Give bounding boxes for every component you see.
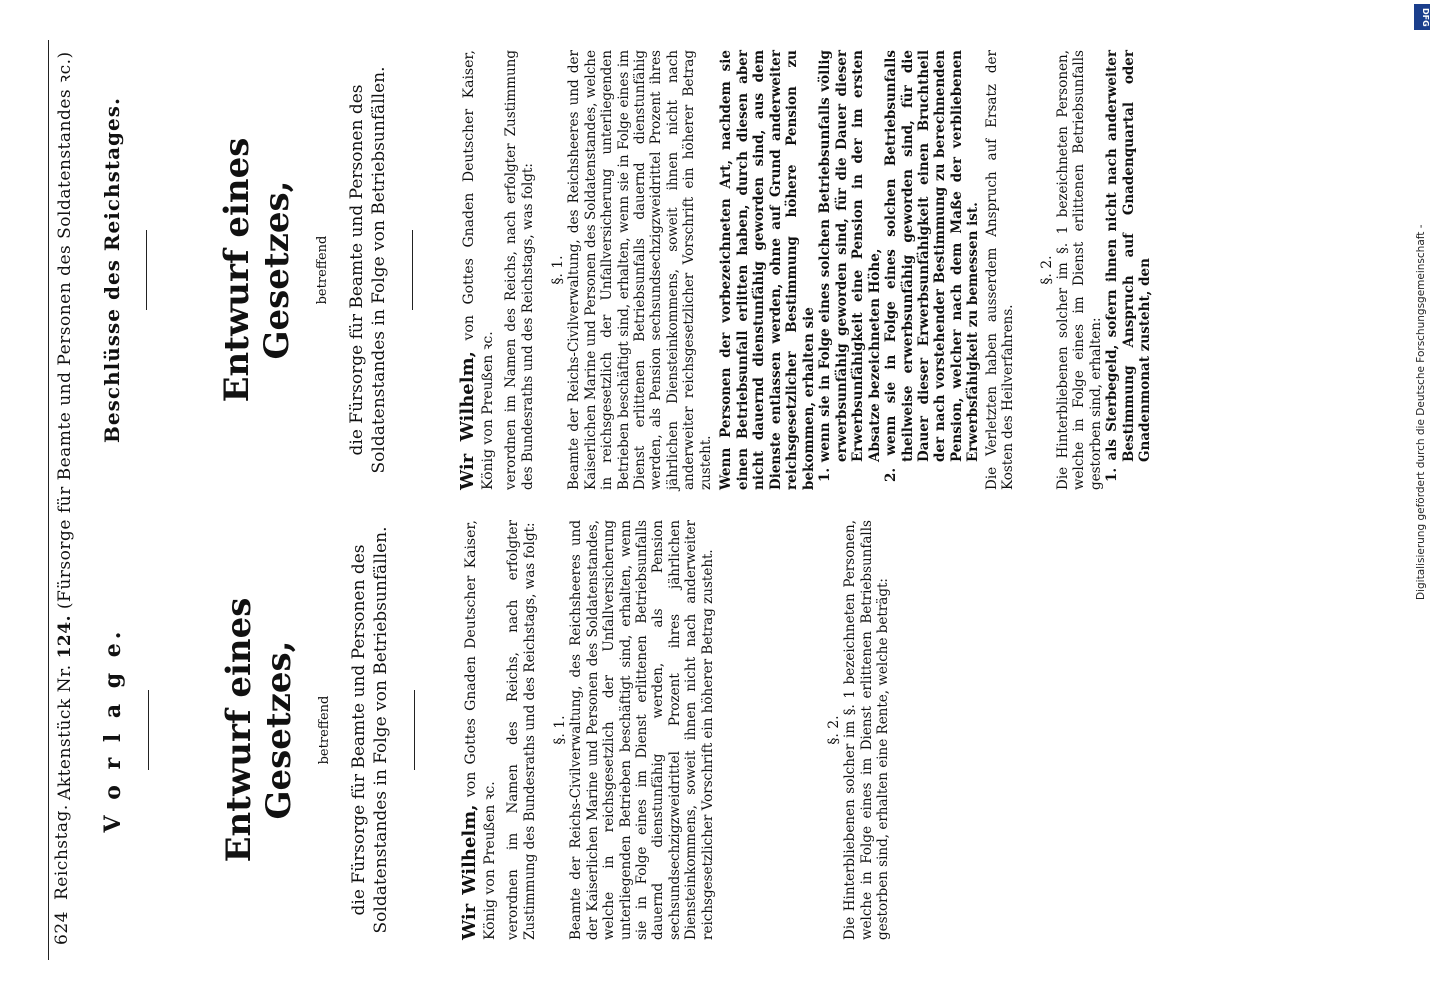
digitization-note: Digitalisierung gefördert durch die Deutsche Forschungsgemeinschaft - bbox=[1415, 224, 1427, 600]
right-law-title: Entwurf eines Gesetzes, bbox=[217, 137, 297, 403]
dfg-logo: DFG bbox=[1414, 4, 1430, 30]
left-law-title: Entwurf eines Gesetzes, bbox=[219, 597, 299, 863]
left-section-1-number: §. 1. bbox=[552, 715, 569, 745]
right-section-1-item-1: 1. wenn sie in Folge eines solchen Betriebsunfalls völlig erwerbsunfähig geworden sind, für die Dauer dieser Erwerbsunfähigkeit eine Pension in der im ersten Absatze bezeichneten Höhe, bbox=[817, 50, 883, 482]
right-preamble-2: verordnen im Namen des Reichs, nach erfolgter Zustimmung des Bundesraths und des Reichstags, was folgt: bbox=[503, 50, 536, 490]
right-preamble bbox=[457, 50, 497, 490]
right-section-1-text: Beamte der Reichs-Civilverwaltung, des Reichsheeres und der Kaiserlichen Marine und Personen des Soldatenstandes, welche in reichsgesetzlich der Unfallversicherung unterliegenden Betrieben beschäftigt sind, erhalten, wenn sie in Folge eines im Dienst erlittenen Betriebsunfalls dauernd dienstunfähig werden, als Pension sechsundsechzigzweidrittel Prozent ihres jährlichen Diensteinkommens, soweit ihnen nicht nach anderweiter reichsgesetzlicher Vorschrift ein höherer Betrag zusteht. bbox=[566, 50, 714, 490]
right-section-1-closing: Die Verletzten haben ausserdem Anspruch auf Ersatz der Kosten des Heilverfahrens. bbox=[983, 50, 1017, 490]
left-betreffend: betreffend bbox=[317, 695, 332, 765]
publication-name: Reichstag. bbox=[52, 804, 72, 900]
header-rule bbox=[48, 40, 49, 960]
right-section-2-text: Die Hinterbliebenen solcher im §. 1 bezeichneten Personen, welche in Folge eines im Dienst erlittenen Betriebsunfalls gestorben sind, erhalten: bbox=[1054, 50, 1104, 490]
left-heading: V o r l a g e. bbox=[100, 627, 126, 833]
right-column-beschluesse bbox=[100, 50, 1154, 490]
right-section-1-item-2: 2. wenn sie in Folge eines solchen Betriebsunfalls theilweise erwerbsunfähig geworden sind, für die Dauer dieser Erwerbsunfähigkeit einen Bruchtheil der nach vorstehender Bestimmung zu berechnenden Pension, welcher nach dem Maße der verbliebenen Erwerbsfähigkeit zu bemessen ist. bbox=[883, 50, 982, 482]
right-preamble-name: Wir Wilhelm, bbox=[457, 351, 479, 490]
right-preamble-rest: von Gottes Gnaden Deutscher Kaiser, König von Preußen ꝛc. bbox=[461, 50, 496, 490]
doc-prefix: Aktenstück Nr. bbox=[55, 664, 75, 800]
page-number: 624 bbox=[52, 911, 72, 945]
document-number-line bbox=[52, 51, 75, 800]
left-heading-rule bbox=[148, 690, 149, 770]
doc-number: 124. bbox=[55, 615, 75, 659]
left-preamble-2: verordnen im Namen des Reichs, nach erfolgter Zustimmung des Bundesraths und des Reichstags, was folgt: bbox=[505, 520, 538, 940]
right-betreffend: betreffend bbox=[315, 235, 330, 305]
left-section-2-text: Die Hinterbliebenen solcher im §. 1 bezeichneten Personen, welche in Folge eines im Dienst erlittenen Betriebsunfalls gestorben sind, erhalten eine Rente, welche beträgt: bbox=[842, 520, 892, 940]
right-section-1-number: §. 1. bbox=[550, 255, 567, 285]
left-section-2-number: §. 2. bbox=[826, 715, 843, 745]
right-heading-rule bbox=[146, 230, 147, 310]
left-preamble-rest: von Gottes Gnaden Deutscher Kaiser, König von Preußen ꝛc. bbox=[463, 520, 498, 940]
left-preamble-name: Wir Wilhelm, bbox=[459, 804, 481, 940]
right-section-2-item-1: 1. als Sterbegeld, sofern ihnen nicht nach anderweiter Bestimmung Anspruch auf Gnadenquartal oder Gnadenmonat zusteht, den bbox=[1104, 50, 1154, 482]
doc-subject: (Fürsorge für Beamte und Personen des Soldatenstandes ꝛc.) bbox=[55, 51, 75, 610]
left-column-vorlage bbox=[100, 520, 892, 940]
right-subject-rule bbox=[412, 230, 413, 310]
right-subject: die Fürsorge für Beamte und Personen des Soldatenstandes in Folge von Betriebsunfällen. bbox=[347, 66, 390, 474]
right-section-2-number: §. 2. bbox=[1038, 255, 1055, 285]
left-preamble bbox=[459, 520, 499, 940]
left-subject-rule bbox=[414, 690, 415, 770]
left-subject: die Fürsorge für Beamte und Personen des Soldatenstandes in Folge von Betriebsunfällen. bbox=[349, 526, 392, 934]
right-heading: Beschlüsse des Reichstages. bbox=[100, 97, 124, 443]
right-section-1-bold-intro: Wenn Personen der vorbezeichneten Art, nachdem sie einen Betriebsunfall erlitten haben, durch diesen aber nicht dauernd dienstunfähig geworden sind, aus dem Dienste entlassen werden, ohne auf Grund anderweiter reichsgesetzlicher Bestimmung höhere Pension zu bekommen, erhalten sie bbox=[718, 50, 817, 490]
left-section-1-text: Beamte der Reichs-Civilverwaltung, des Reichsheeres und der Kaiserlichen Marine und Personen des Soldatenstandes, welche in reichsgesetzlich der Unfallversicherung unterliegenden Betrieben beschäftigt sind, erhalten, wenn sie in Folge eines im Dienst erlittenen Betriebsunfalls dauernd dienstunfähig werden, als Pension sechsundsechzigzweidrittel Prozent ihres jährlichen Diensteinkommens, soweit ihnen nicht nach anderweiter reichsgesetzlicher Vorschrift ein höherer Betrag zusteht. bbox=[568, 520, 716, 940]
